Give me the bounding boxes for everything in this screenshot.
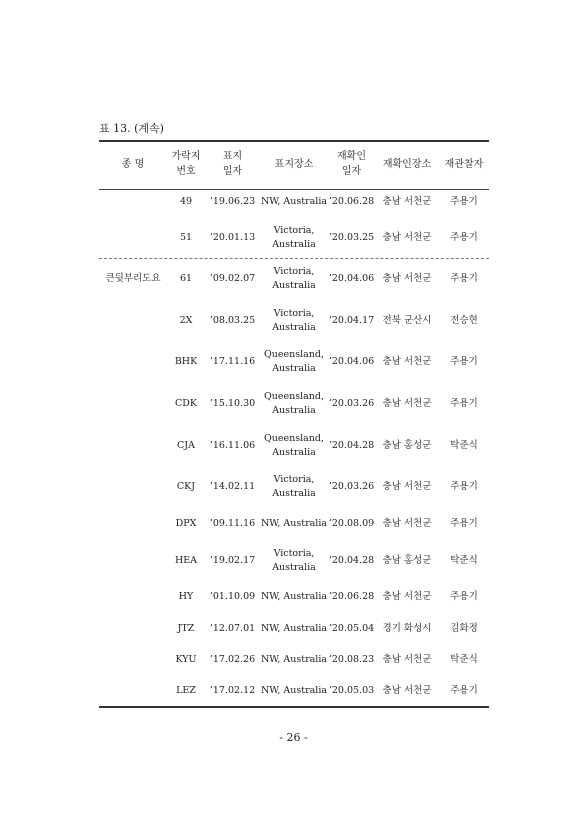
cell-rdate-line: ’20.08.09 xyxy=(328,518,375,529)
cell-date-line: ’17.11.16 xyxy=(209,356,256,367)
cell-rplace xyxy=(375,684,439,698)
cell-code-line: KYU xyxy=(175,654,197,665)
cell-rdate-line: ’20.06.28 xyxy=(328,196,375,207)
cell-place xyxy=(260,390,328,418)
cell-place xyxy=(260,547,328,575)
cell-date-line: ’09.11.16 xyxy=(209,518,256,529)
cell-date-line: ’19.06.23 xyxy=(209,196,256,207)
cell-place-line: Australia xyxy=(272,363,316,374)
cell-place-line: Queensland, xyxy=(263,349,325,360)
cell-rplace-line: 충남 서천군 xyxy=(382,654,432,665)
header-place: 표지장소 xyxy=(274,159,314,170)
header-species: 종 명 xyxy=(121,159,145,170)
cell-rdate-line: ’20.06.28 xyxy=(328,591,375,602)
cell-rdate-line: ’20.04.28 xyxy=(328,555,375,566)
cell-rplace xyxy=(375,397,439,411)
cell-code xyxy=(167,397,205,411)
cell-person xyxy=(439,355,489,369)
cell-person-line: 주용기 xyxy=(450,591,478,602)
cell-code-line: 61 xyxy=(179,273,193,284)
cell-rplace-line: 충남 서천군 xyxy=(382,518,432,529)
cell-code xyxy=(167,653,205,667)
cell-code-line: CKJ xyxy=(176,481,196,492)
cell-rplace xyxy=(375,439,439,453)
page-number: - 26 - xyxy=(279,731,308,744)
cell-place xyxy=(260,195,328,209)
cell-rplace-line: 충남 서천군 xyxy=(382,356,432,367)
cell-place xyxy=(260,348,328,376)
cell-person-line: 주용기 xyxy=(450,273,478,284)
cell-person xyxy=(439,272,489,286)
cell-code xyxy=(167,355,205,369)
cell-code xyxy=(167,439,205,453)
cell-rplace xyxy=(375,554,439,568)
cell-person-line: 주용기 xyxy=(450,196,478,207)
cell-rdate-line: ’20.04.17 xyxy=(328,315,375,326)
table-caption: 표 13. (계속) xyxy=(99,122,164,135)
cell-date xyxy=(205,480,260,494)
cell-code xyxy=(167,272,205,286)
cell-date xyxy=(205,554,260,568)
header-code xyxy=(167,149,205,179)
cell-rdate-line: ’20.03.26 xyxy=(328,398,375,409)
cell-code-line: 51 xyxy=(179,232,193,243)
cell-code xyxy=(167,480,205,494)
cell-person-line: 탁준식 xyxy=(450,654,478,665)
cell-code xyxy=(167,684,205,698)
cell-rdate-line: ’20.04.06 xyxy=(328,273,375,284)
cell-date-line: ’19.02.17 xyxy=(209,555,256,566)
cell-date xyxy=(205,684,260,698)
cell-person-line: 탁준식 xyxy=(450,555,478,566)
cell-place xyxy=(260,517,328,531)
cell-code xyxy=(167,622,205,636)
cell-code-line: CDK xyxy=(175,398,197,409)
cell-person xyxy=(439,439,489,453)
cell-person xyxy=(439,622,489,636)
cell-code-line: CJA xyxy=(177,440,195,451)
cell-code-line: HEA xyxy=(174,555,198,566)
cell-date-line: ’12.07.01 xyxy=(209,623,256,634)
header-rplace: 재확인장소 xyxy=(382,159,432,170)
cell-rplace-line: 충남 서천군 xyxy=(382,232,432,243)
table-bottom-rule xyxy=(99,706,489,708)
cell-rplace-line: 전북 군산시 xyxy=(382,315,432,326)
cell-rplace-line: 충남 서천군 xyxy=(382,481,432,492)
cell-date-line: ’20.01.13 xyxy=(209,232,256,243)
cell-place-line: NW, Australia xyxy=(260,623,328,634)
cell-place xyxy=(260,265,328,293)
cell-person-line: 탁준식 xyxy=(450,440,478,451)
cell-place xyxy=(260,622,328,636)
cell-code-line: DPX xyxy=(175,518,197,529)
cell-code xyxy=(167,195,205,209)
cell-place-line: Australia xyxy=(272,405,316,416)
cell-rdate xyxy=(328,355,375,369)
header-code-line1: 가락지 xyxy=(171,151,201,162)
cell-rdate xyxy=(328,272,375,286)
cell-rdate xyxy=(328,622,375,636)
cell-rplace-line: 충남 서천군 xyxy=(382,398,432,409)
cell-rdate xyxy=(328,554,375,568)
cell-place xyxy=(260,473,328,501)
header-date xyxy=(205,149,260,179)
cell-place-line: Victoria, xyxy=(273,548,315,559)
cell-person xyxy=(439,590,489,604)
cell-date-line: ’08.03.25 xyxy=(209,315,256,326)
cell-person xyxy=(439,554,489,568)
cell-person xyxy=(439,397,489,411)
cell-place-line: NW, Australia xyxy=(260,591,328,602)
cell-rplace xyxy=(375,653,439,667)
cell-rdate-line: ’20.08.23 xyxy=(328,654,375,665)
cell-person xyxy=(439,517,489,531)
cell-date xyxy=(205,653,260,667)
cell-place-line: NW, Australia xyxy=(260,654,328,665)
cell-place-line: NW, Australia xyxy=(260,685,328,696)
cell-rdate xyxy=(328,439,375,453)
cell-code-line: 49 xyxy=(179,196,193,207)
cell-person xyxy=(439,231,489,245)
cell-code-line: JTZ xyxy=(177,623,195,634)
cell-place-line: Australia xyxy=(272,239,316,250)
cell-person-line: 주용기 xyxy=(450,356,478,367)
cell-place-line: Australia xyxy=(272,280,316,291)
cell-rplace-line: 충남 홍성군 xyxy=(382,440,432,451)
cell-code xyxy=(167,554,205,568)
cell-code xyxy=(167,231,205,245)
cell-date xyxy=(205,397,260,411)
cell-date xyxy=(205,355,260,369)
cell-place-line: Australia xyxy=(272,322,316,333)
cell-rplace xyxy=(375,272,439,286)
cell-person-line: 김화정 xyxy=(450,623,478,634)
cell-person-line: 주용기 xyxy=(450,518,478,529)
cell-place-line: Victoria, xyxy=(273,225,315,236)
cell-date-line: ’15.10.30 xyxy=(209,398,256,409)
cell-rdate-line: ’20.05.03 xyxy=(328,685,375,696)
cell-date xyxy=(205,590,260,604)
cell-place-line: Australia xyxy=(272,562,316,573)
cell-rplace xyxy=(375,195,439,209)
cell-date-line: ’09.02.07 xyxy=(209,273,256,284)
cell-code-line: HY xyxy=(178,591,194,602)
cell-person-line: 주용기 xyxy=(450,398,478,409)
cell-date xyxy=(205,195,260,209)
cell-rdate xyxy=(328,314,375,328)
table-header-rule xyxy=(99,189,489,190)
cell-rdate-line: ’20.03.25 xyxy=(328,232,375,243)
cell-date xyxy=(205,439,260,453)
cell-place-line: Australia xyxy=(272,488,316,499)
cell-rplace xyxy=(375,480,439,494)
cell-code-line: 2X xyxy=(179,315,193,326)
cell-rdate-line: ’20.03.26 xyxy=(328,481,375,492)
cell-rplace xyxy=(375,314,439,328)
cell-rdate xyxy=(328,480,375,494)
cell-person-line: 주용기 xyxy=(450,481,478,492)
header-person: 재관찰자 xyxy=(444,159,484,170)
cell-code xyxy=(167,314,205,328)
cell-date-line: ’16.11.06 xyxy=(209,440,256,451)
cell-rplace xyxy=(375,622,439,636)
cell-place-line: Victoria, xyxy=(273,308,315,319)
cell-place-line: Victoria, xyxy=(273,474,315,485)
cell-code xyxy=(167,590,205,604)
cell-date-line: ’01.10.09 xyxy=(209,591,256,602)
cell-person-line: 전승현 xyxy=(450,315,478,326)
cell-place xyxy=(260,653,328,667)
cell-rdate xyxy=(328,397,375,411)
header-date-line1: 표지 xyxy=(222,151,243,162)
cell-rplace-line: 충남 서천군 xyxy=(382,196,432,207)
cell-rplace xyxy=(375,355,439,369)
cell-rdate-line: ’20.05.04 xyxy=(328,623,375,634)
cell-place xyxy=(260,432,328,460)
cell-person xyxy=(439,653,489,667)
cell-date-line: ’14.02.11 xyxy=(209,481,256,492)
cell-code xyxy=(167,517,205,531)
cell-place-line: NW, Australia xyxy=(260,196,328,207)
cell-place-line: Queensland, xyxy=(263,391,325,402)
cell-code-line: BHK xyxy=(174,356,198,367)
cell-place xyxy=(260,590,328,604)
cell-rplace xyxy=(375,231,439,245)
cell-date xyxy=(205,231,260,245)
cell-date-line: ’17.02.12 xyxy=(209,685,256,696)
cell-species-line: 큰뒷부리도요 xyxy=(105,273,161,284)
cell-place-line: Queensland, xyxy=(263,433,325,444)
cell-rdate xyxy=(328,231,375,245)
cell-rdate xyxy=(328,195,375,209)
cell-date-line: ’17.02.26 xyxy=(209,654,256,665)
header-rdate-line1: 재확인 xyxy=(337,151,366,162)
cell-rplace-line: 충남 서천군 xyxy=(382,591,432,602)
cell-date xyxy=(205,272,260,286)
cell-person xyxy=(439,314,489,328)
cell-rdate xyxy=(328,653,375,667)
cell-person-line: 주용기 xyxy=(450,685,478,696)
cell-rplace-line: 충남 홍성군 xyxy=(382,555,432,566)
cell-rplace xyxy=(375,517,439,531)
cell-date xyxy=(205,314,260,328)
header-rdate-line2: 일자 xyxy=(341,166,362,177)
cell-place-line: Australia xyxy=(272,447,316,458)
header-date-line2: 일자 xyxy=(222,166,243,177)
cell-rplace-line: 충남 서천군 xyxy=(382,273,432,284)
cell-person xyxy=(439,684,489,698)
species-divider xyxy=(99,258,489,259)
cell-code-line: LEZ xyxy=(176,685,196,696)
cell-rdate-line: ’20.04.28 xyxy=(328,440,375,451)
cell-rdate xyxy=(328,684,375,698)
cell-rdate-line: ’20.04.06 xyxy=(328,356,375,367)
header-rdate xyxy=(328,149,375,179)
cell-person-line: 주용기 xyxy=(450,232,478,243)
cell-date xyxy=(205,622,260,636)
cell-place-line: NW, Australia xyxy=(260,518,328,529)
cell-rplace xyxy=(375,590,439,604)
cell-place xyxy=(260,224,328,252)
cell-person xyxy=(439,480,489,494)
header-code-line2: 번호 xyxy=(176,166,196,177)
cell-rdate xyxy=(328,517,375,531)
cell-place-line: Victoria, xyxy=(273,266,315,277)
cell-species xyxy=(99,272,167,286)
cell-rplace-line: 경기 화성시 xyxy=(382,623,432,634)
cell-place xyxy=(260,307,328,335)
cell-person xyxy=(439,195,489,209)
cell-rplace-line: 충남 서천군 xyxy=(382,685,432,696)
cell-place xyxy=(260,684,328,698)
cell-date xyxy=(205,517,260,531)
table-top-rule xyxy=(99,140,489,142)
cell-rdate xyxy=(328,590,375,604)
